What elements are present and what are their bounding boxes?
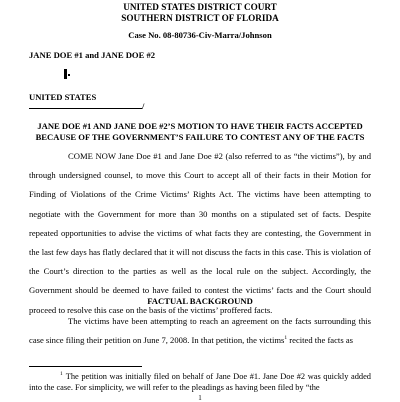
court-caption bbox=[0, 2, 400, 24]
body-paragraph: COME NOW Jane Doe #1 and Jane Doe #2 (also referred to as “the victims”), by and through undersigned counsel, to move this Court to accept all of their facts in their Motion for Finding of Violations of the Crime Victims’ Rights Act. The victims have been attempting to negotiate with the Government for more than 30 months on a stipulated set of facts. Despite repeated opportunities to advise the victims of what facts they are contesting, the Government in the last few days has flatly declared that it will not discuss the facts in this case. This is violation of the Court’s direction to the parties as well as the local rule on the subject. Accordingly, the Government should be deemed to have failed to contest the victims’ facts and the Court should proceed to resolve this case on the basis of the victims’ proffered facts. bbox=[29, 151, 371, 315]
motion-body bbox=[29, 147, 371, 320]
motion-title: JANE DOE #1 AND JANE DOE #2’S MOTION TO HAVE THEIR FACTS ACCEPTED BECAUSE OF THE GOVERNMENT’S FAILURE TO CONTEST ANY OF THE FACTS bbox=[35, 121, 365, 142]
versus-dot bbox=[68, 74, 70, 76]
body-paragraph bbox=[29, 312, 371, 350]
signature-terminator: / bbox=[142, 101, 145, 111]
defendant: UNITED STATES bbox=[29, 92, 97, 102]
page-number: 1 bbox=[198, 394, 202, 402]
footnote-reference[interactable]: 1 bbox=[284, 335, 288, 341]
footnote bbox=[29, 371, 371, 393]
footnote-separator bbox=[29, 366, 142, 367]
court-name: UNITED STATES DISTRICT COURT bbox=[123, 2, 277, 12]
signature-rule bbox=[29, 100, 145, 111]
section-heading: FACTUAL BACKGROUND bbox=[147, 296, 253, 306]
paragraph-text-continued: recited the facts as bbox=[287, 335, 353, 345]
footnote-text: The petition was initially filed on behalf of Jane Doe #1. Jane Doe #2 was quickly added into the case. For simplicity, we will refer to the pleadings as having been filed by “the bbox=[29, 372, 371, 392]
paragraph-text: The victims have been attempting to reach an agreement on the facts surrounding this case since filing their petition on June 7, 2008. In that petition, the victims bbox=[29, 316, 371, 345]
case-number: Case No. 08-80736-Civ-Marra/Johnson bbox=[128, 30, 272, 40]
factual-background-body bbox=[29, 312, 371, 350]
court-district: SOUTHERN DISTRICT OF FLORIDA bbox=[121, 13, 279, 23]
plaintiffs: JANE DOE #1 and JANE DOE #2 bbox=[29, 50, 156, 60]
caption-signature-line bbox=[29, 100, 144, 111]
footnote-number: 1 bbox=[60, 371, 63, 377]
versus-mark bbox=[64, 69, 67, 79]
